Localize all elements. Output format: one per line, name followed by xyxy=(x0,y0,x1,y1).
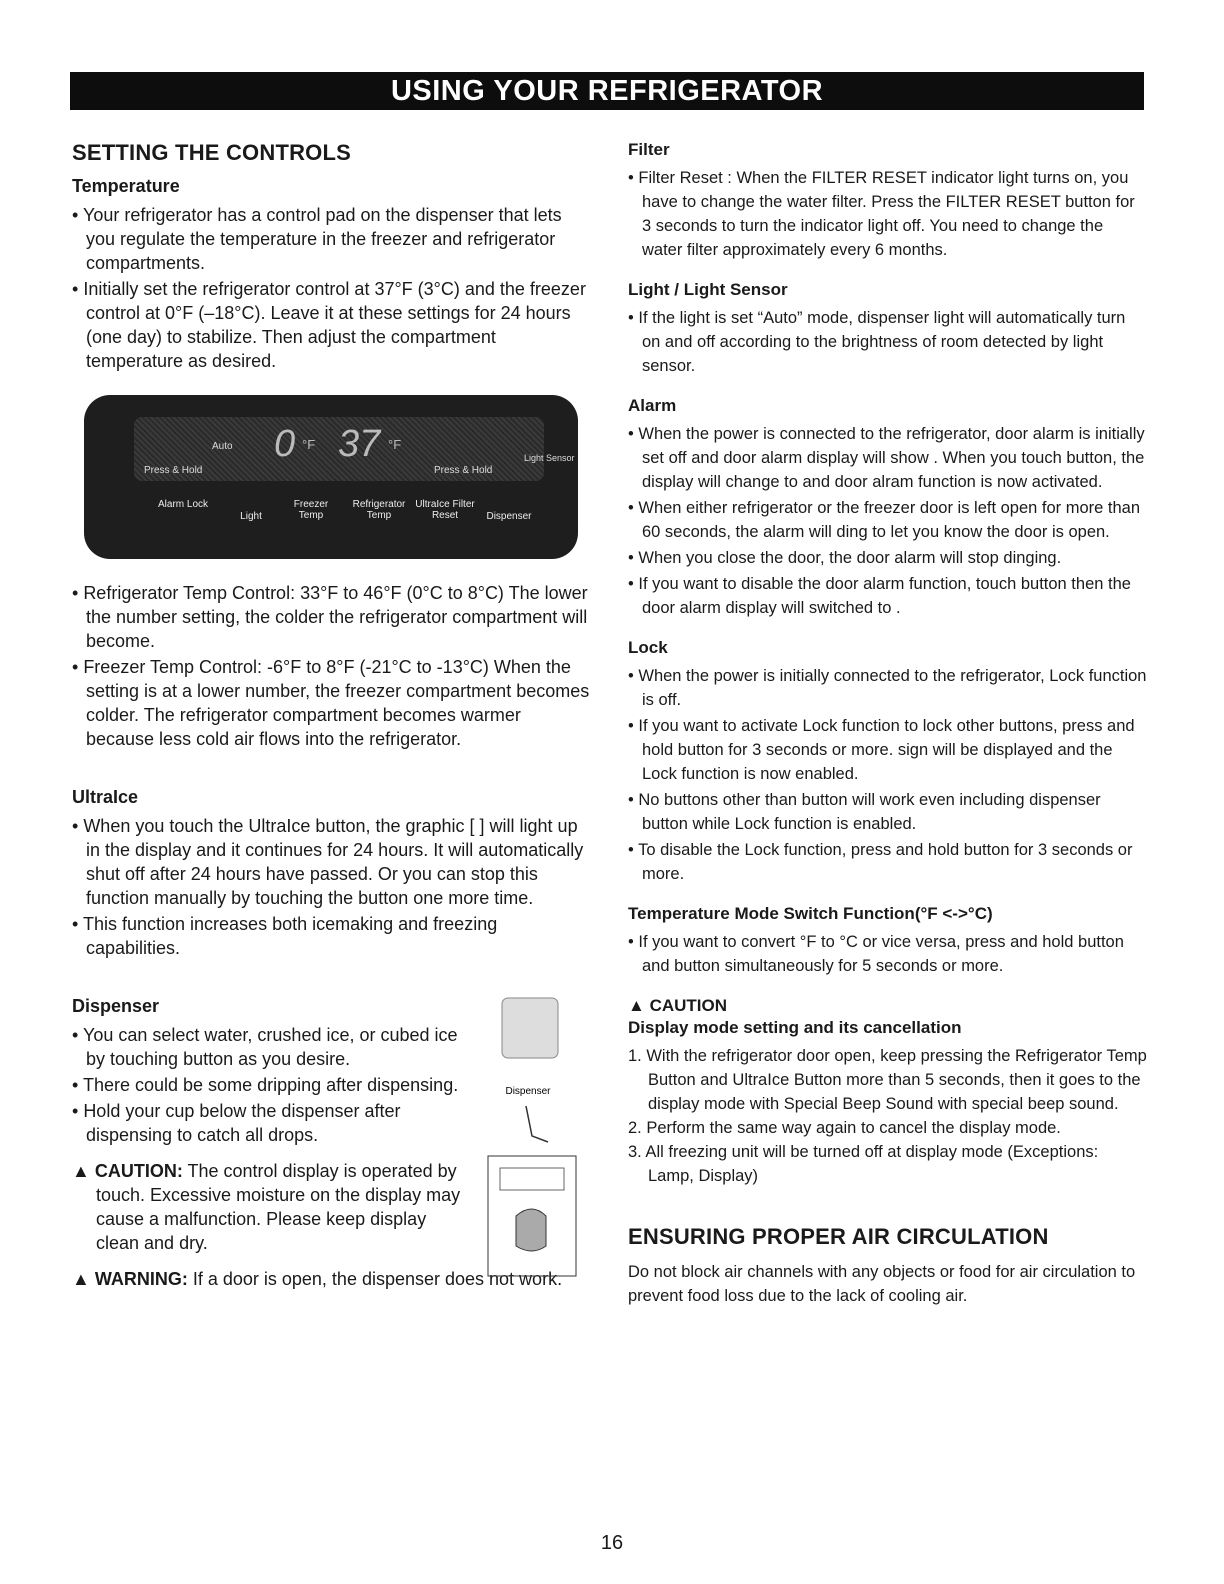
dispenser-bullet: • You can select water, crushed ice, or cubed ice by touching button as you desire. xyxy=(72,1025,458,1069)
temperature-title: Temperature xyxy=(72,176,180,196)
freezer-temp-button[interactable]: Freezer Temp xyxy=(293,499,329,521)
alarm-bullet: • If you want to disable the door alarm function, touch button then the door alarm display will switched to . xyxy=(628,575,1131,617)
light-section xyxy=(628,280,1148,378)
fridge-temp-readout: 37 xyxy=(338,423,381,465)
alarm-lock-button[interactable]: Alarm Lock xyxy=(157,499,208,510)
temp-controls xyxy=(72,581,592,751)
filter-title: Filter xyxy=(628,140,670,159)
air-section xyxy=(628,1224,1148,1308)
alarm-bullet: • When either refrigerator or the freezer door is left open for more than 60 seconds, the alarm will ding to let you know the door is open. xyxy=(628,499,1141,541)
ultraice-button[interactable]: UltraIce Filter Reset xyxy=(415,499,475,521)
filter-bullet: • Filter Reset : When the FILTER RESET indicator light turns on, you have to change the water filter. Press the FILTER RESET button for 3 seconds to turn the indicator light off. You need to change the water filter approximately every 6 months. xyxy=(628,169,1135,259)
alarm-bullet: • When you close the door, the door alarm will stop dinging. xyxy=(628,549,1062,567)
ultraice-bullet: • This function increases both icemaking and freezing capabilities. xyxy=(72,914,498,958)
control-panel-image xyxy=(84,395,578,559)
temp-control-bullet: • Freezer Temp Control: -6°F to 8°F (-21°C to -13°C) When the setting is at a lower number, the freezer compartment becomes colder. The refrigerator compartment becomes warmer because less cold air flows into the refrigerator. xyxy=(72,657,590,749)
section-heading: SETTING THE CONTROLS xyxy=(72,140,351,165)
light-sensor-label: Light Sensor xyxy=(524,453,575,463)
dispenser-button[interactable]: Dispenser xyxy=(486,511,532,522)
dispenser-section xyxy=(72,996,592,1291)
page-number: 16 xyxy=(600,1532,624,1554)
alarm-bullet: • When the power is connected to the refrigerator, door alarm is initially set off and door alarm display will show . When you touch button, the display will change to and door alram function is now activated. xyxy=(628,425,1145,491)
dispenser-title: Dispenser xyxy=(72,996,160,1016)
caution-subtitle: Display mode setting and its cancellation xyxy=(628,1018,962,1037)
alarm-section xyxy=(628,396,1148,620)
light-title: Light / Light Sensor xyxy=(628,280,788,299)
dispenser-bullet: • There could be some dripping after dispensing. xyxy=(72,1075,459,1095)
panel-display: Press & Hold Press & Hold Auto 0 °F 37 °F xyxy=(134,417,544,481)
caution-item: 2. Perform the same way again to cancel the display mode. xyxy=(628,1119,1061,1137)
ultraice-bullet: • When you touch the UltraIce button, the graphic [ ] will light up in the display and it continues for 24 hours. It will automatically shut off after 24 hours have passed. Or you can stop this function manually by touching the button one more time. xyxy=(72,816,584,908)
temperature-bullet: • Initially set the refrigerator control at 37°F (3°C) and the freezer control at 0°F (–18°C). Leave it at these settings for 24 hours (one day) to stabilize. Then adjust the compartment temperature as desired. xyxy=(72,279,586,371)
mode-section xyxy=(628,904,1148,978)
dispenser-bullet: • Hold your cup below the dispenser after dispensing to catch all drops. xyxy=(72,1101,401,1145)
light-button[interactable]: Light xyxy=(240,511,262,522)
lock-bullet: • No buttons other than button will work even including dispenser button while Lock function is enabled. xyxy=(628,791,1101,833)
mode-bullet: • If you want to convert °F to °C or vice versa, press and hold button and button simultaneously for 5 seconds or more. xyxy=(628,933,1124,975)
air-heading: ENSURING PROPER AIR CIRCULATION xyxy=(628,1224,1049,1249)
caution-item: 3. All freezing unit will be turned off at display mode (Exceptions: Lamp, Display) xyxy=(628,1143,1099,1185)
lock-title: Lock xyxy=(628,638,668,657)
left-column xyxy=(72,140,592,1309)
caution-item: 1. With the refrigerator door open, keep pressing the Refrigerator Temp Button and UltraIce Button more than 5 seconds, then it goes to the display mode with Special Beep Sound with special beep sound. xyxy=(628,1047,1147,1113)
ultraice-section xyxy=(72,787,592,960)
temperature-bullet: • Your refrigerator has a control pad on the dispenser that lets you regulate the temperature in the freezer and refrigerator compartments. xyxy=(72,205,562,273)
refrigerator-temp-button[interactable]: Refrigerator Temp xyxy=(352,499,406,521)
alarm-title: Alarm xyxy=(628,396,677,415)
air-text: Do not block air channels with any objects or food for air circulation to prevent food loss due to the lack of cooling air. xyxy=(628,1263,1136,1305)
temperature-section xyxy=(72,176,592,373)
filter-section xyxy=(628,140,1148,262)
ultraice-title: UltraIce xyxy=(72,787,139,807)
mode-title: Temperature Mode Switch Function(°F <->°C) xyxy=(628,904,993,923)
lock-bullet: • When the power is initially connected to the refrigerator, Lock function is off. xyxy=(628,667,1147,709)
freezer-temp-readout: 0 xyxy=(274,423,296,465)
lock-section xyxy=(628,638,1148,886)
lock-bullet: • If you want to activate Lock function to lock other buttons, press and hold button for 3 seconds or more. sign will be displayed and the Lock function is now enabled. xyxy=(628,717,1135,783)
dispenser-figure xyxy=(486,996,596,1301)
page-banner: USING YOUR REFRIGERATOR xyxy=(70,72,1144,110)
dispenser-fig-label: Dispenser xyxy=(505,1086,551,1097)
temp-control-bullet: • Refrigerator Temp Control: 33°F to 46°F (0°C to 8°C) The lower the number setting, the colder the refrigerator compartment will become. xyxy=(72,583,588,651)
lock-bullet: • To disable the Lock function, press and hold button for 3 seconds or more. xyxy=(628,841,1133,883)
dispenser-caution: ▲ CAUTION: The control display is operated by touch. Excessive moisture on the display may cause a malfunction. Please keep display clean and dry. xyxy=(72,1161,461,1253)
right-column xyxy=(628,140,1148,1308)
dispenser-warning: ▲ WARNING: If a door is open, the dispenser does not work. xyxy=(72,1269,563,1289)
light-bullet: • If the light is set “Auto” mode, dispenser light will automatically turn on and off according to the brightness of room detected by light sensor. xyxy=(628,309,1126,375)
caution-label: ▲ CAUTION xyxy=(628,996,728,1015)
display-caution-section xyxy=(628,996,1148,1188)
